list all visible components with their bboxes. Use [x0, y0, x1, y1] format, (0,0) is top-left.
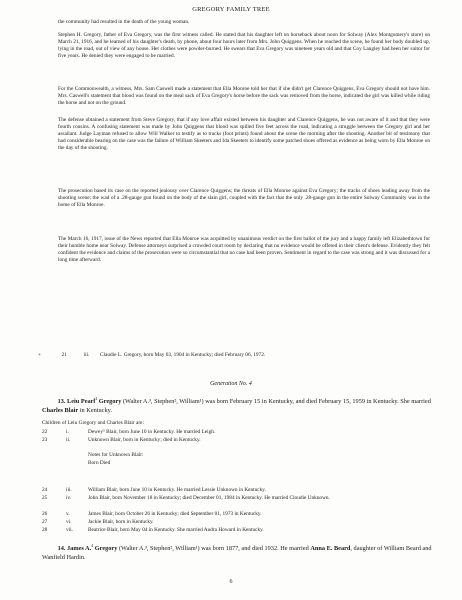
entry-21-num: 21 [61, 352, 67, 358]
children-13-intro: Children of Leiu Gregory and Charles Blair are: [42, 420, 144, 426]
entry-14-ancestry: (Walter A.³, Stephen², William¹) was born 1877, and died 1932. He married [117, 545, 311, 553]
child-row [42, 511, 261, 518]
paragraph-4: The defense obtained a statement from Steve Gregory, that if any love affair existed between his daughter and Clarence Quiggens, he was not aware of it and that they were fourth cousins. A confusing statement was made by John Quiggens that blood was spilled five feet across the road, indicating a struggle between the Gregory girl and her assailant. Judge Layman refused to allow Will Walker to testify as to tracks (foot prints) found about the scene the morning after the shooting. Another bit of testimony that had considerable bearing on the case was the failure of William Skeeters and Ida Skeeters to identify some patched shoes offered as evidence as being worn by Ella Monroe on the day of the shooting. [58, 117, 430, 152]
entry-13 [42, 395, 437, 415]
child-num: 23 [42, 437, 48, 443]
child-roman: vi. [66, 519, 72, 525]
child-roman: v. [66, 511, 70, 517]
entry-14-sup: 4 [91, 543, 94, 548]
entry-13-name: Leiu Pearl [67, 398, 96, 406]
child-row [42, 519, 154, 526]
child-text: John Blair, born November 18 in Kentucky; died December 01, 1984 in Kentucky. He married Cloudie Unknown. [88, 495, 330, 501]
child-row [42, 495, 330, 502]
paragraph-5: The prosecution based its case on the reported jealousy over Clarence Quiggens; the threats of Ella Monroe against Eva Gregory; the tracks of shoes leading away from the shooting scene; the wad of a .28-gauge gun found on the body of the slain girl, coupled with the fact that the only .28-gauge gun in the entire Solway Community was in the home of Ella Monroe. [58, 188, 430, 209]
child-row [42, 437, 201, 444]
entry-13-ancestry: (Walter A.³, Stephen², William¹) was born February 15 in Kentucky, and died February 15, 1959 in Kentucky. She married [121, 398, 431, 406]
entry-13-sup: 4 [95, 396, 98, 401]
notes-title: Notes for Unknown Blair: [88, 452, 144, 458]
child-num: 22 [42, 429, 48, 435]
child-text: Unknown Blair, born in Kentucky; died in Kentucky. [88, 437, 201, 443]
entry-13-surname: Gregory [97, 398, 122, 406]
child-num: 28 [42, 527, 48, 533]
child-num: 25 [42, 495, 48, 501]
child-roman: ii. [66, 437, 71, 443]
child-row [42, 527, 264, 534]
entry-13-tail: in Kentucky. [78, 406, 112, 414]
child-roman: iii. [66, 487, 72, 493]
entry-14 [42, 542, 437, 562]
child-num: 24 [42, 487, 48, 493]
entry-14-label: 14. [57, 545, 66, 553]
child-text: Beatrice Blair, born May 04 in Kentucky. She married Audra Howard in Kentucky. [88, 527, 264, 533]
child-num: 26 [42, 511, 48, 517]
entry-21-text: Claudie L. Gregory, born May 03, 1904 in Kentucky; died February 06, 1972. [100, 352, 266, 358]
entry-13-label: 13. [57, 398, 66, 406]
child-num: 27 [42, 519, 48, 525]
paragraph-2: Stephen H. Gregory, father of Eva Gregory, was the first witness called. He stated that his daughter left on horseback about noon for Solway (Alex Montgomery's store) on March 21, 1916, and he learned of his daughter's death, by phone, about four hours later from Mrs. John Quiggens. When he reached the scene, he found her body doubled up, lying in the road, out of view of any house. Her clothes were powder-burned. He swears that Eva Gregory was nineteen years old and that Coy Langley had been her suitor for five years. He denied they were engaged to be married. [58, 32, 430, 60]
child-roman: iv. [66, 495, 72, 501]
paragraph-1: the community had resulted in the death of the young woman. [58, 19, 190, 25]
generation-heading: Generation No. 4 [210, 381, 252, 387]
entry-14-spouse: Anna E. Beard [310, 545, 351, 553]
paragraph-3: For the Commonwealth, a witness, Mrs. Sam Caswell made a statement that Ella Monroe told her that if she didn't get Clarence Quiggens, Eva Gregory should not have him. Mrs. Caswell's statement that blood was found on the meal sack of Eva Gregory's horse before the sack was removed from the horse, indicated the girl was killed while riding the horse and not on the ground. [58, 86, 430, 107]
entry-21-mark: + [38, 352, 41, 358]
child-roman: i. [66, 429, 69, 435]
paragraph-6: The March 16, 1917, issue of the News reported that Ella Monroe was acquitted by unanimous verdict on the first ballot of the jury and a happy family left Elizabethtown for their humble home near Solway. Defense attorneys surprised a crowded court room by declaring that no evidence would be offered in their client's defense. Evidently they felt confident the evidence and claims of the prosecution were so circumstantial that no case had been proven. Sentiment in regard to the case was strong and it was discussed for a long time afterward. [58, 236, 430, 264]
entry-21-roman: iii. [83, 352, 90, 358]
page-header: GREGORY FAMILY TREE [192, 6, 270, 13]
entry-21 [38, 352, 265, 359]
entry-14-tail: , daughter of William Beard and Wanfield Hardin. [42, 545, 432, 561]
child-text: Dewey⁵ Blair, born June 10 in Kentucky. He married Leigh. [88, 429, 216, 435]
page-number: 6 [229, 579, 233, 585]
child-text: Jackie Blair, born in Kentucky. [88, 519, 154, 525]
child-text: James Blair, born October 26 in Kentucky; died September 01, 1973 in Kentucky. [88, 511, 262, 517]
child-row [42, 429, 215, 436]
child-text: William Blair, born June 10 in Kentucky. He married Lessie Unknown in Kentucky. [88, 487, 266, 493]
notes-body: Born Died [88, 460, 111, 466]
child-roman: vii. [66, 527, 73, 533]
entry-14-surname: Gregory [93, 545, 118, 553]
entry-14-name: James A. [67, 545, 92, 553]
entry-13-spouse: Charles Blair [42, 406, 79, 414]
child-row [42, 487, 266, 494]
